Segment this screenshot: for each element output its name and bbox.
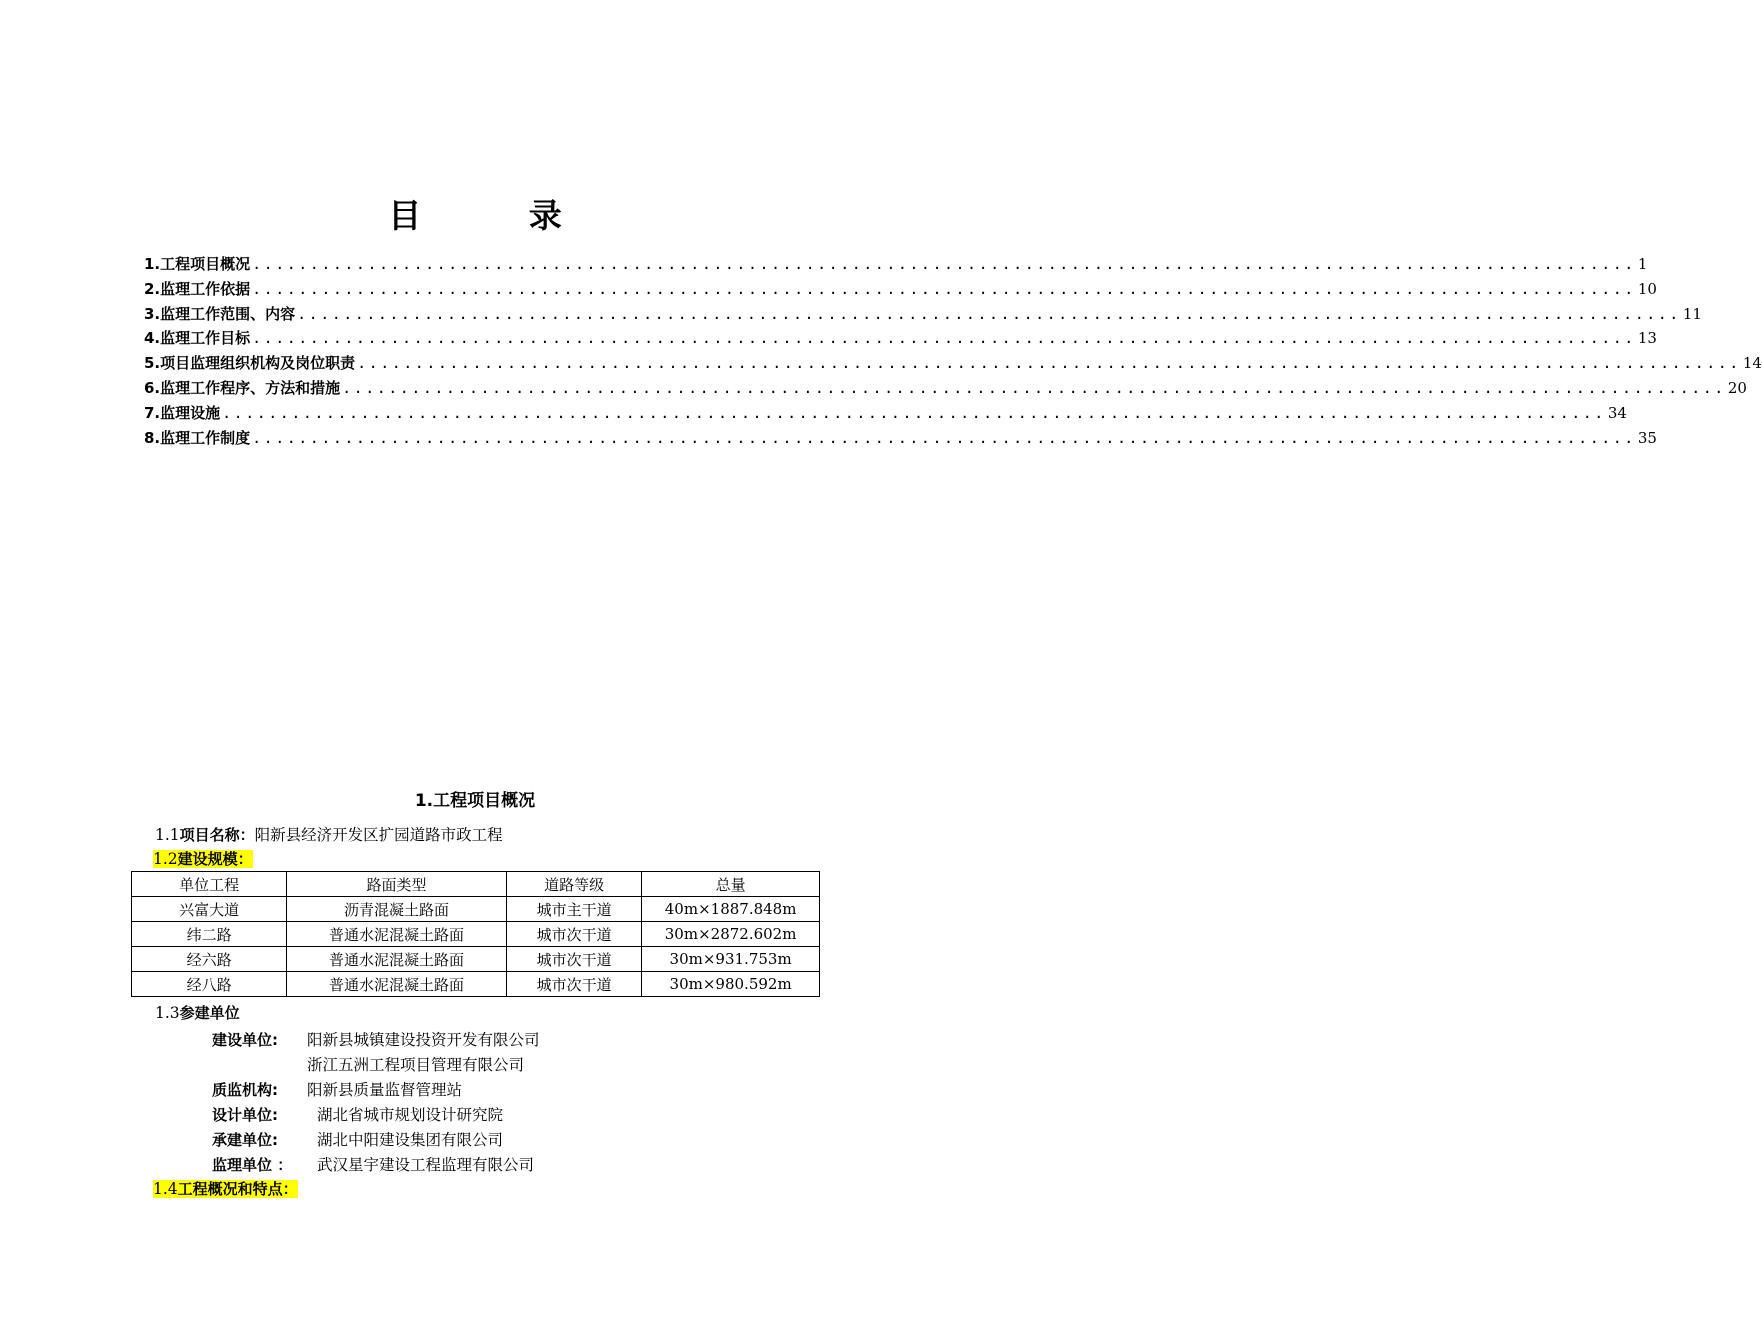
scale-heading-highlight bbox=[153, 850, 253, 868]
table-header-cell: 总量 bbox=[642, 872, 820, 897]
parties-number: 1.3 bbox=[155, 1004, 180, 1022]
party-line-management bbox=[212, 1053, 524, 1075]
table-header-cell: 单位工程 bbox=[132, 872, 287, 897]
scale-heading-line bbox=[153, 848, 253, 869]
overview-heading-line bbox=[153, 1178, 298, 1199]
party-value: 阳新县质量监督管理站 bbox=[307, 1081, 463, 1099]
section-heading: 1.工程项目概况 bbox=[414, 791, 536, 811]
toc-entry-label: 5.项目监理组织机构及岗位职责 bbox=[144, 354, 356, 373]
table-cell: 30m×2872.602m bbox=[642, 922, 820, 947]
toc-entry-label: 6.监理工作程序、方法和措施 bbox=[144, 378, 341, 397]
toc-leader-dots: ........................................................................................................................ bbox=[357, 354, 1741, 373]
parties-heading-line bbox=[155, 1002, 240, 1023]
toc-leader-dots: ........................................................................................................................ bbox=[222, 403, 1606, 422]
toc-entry-label: 8.监理工作制度 bbox=[144, 428, 251, 447]
toc-entry-label: 2.监理工作依据 bbox=[144, 279, 251, 298]
toc-entry-page: 14 bbox=[1742, 354, 1762, 373]
scale-label: 建设规模： bbox=[177, 850, 253, 868]
table-row bbox=[132, 922, 820, 947]
toc-leader-dots: ........................................................................................................................ bbox=[252, 255, 1636, 273]
toc-entry-page: 34 bbox=[1607, 403, 1627, 422]
party-label: 建设单位: bbox=[212, 1031, 278, 1049]
table-cell: 城市次干道 bbox=[506, 922, 641, 947]
table-header-cell: 道路等级 bbox=[506, 872, 641, 897]
party-line-contractor bbox=[212, 1128, 503, 1150]
toc-entry[interactable] bbox=[144, 302, 1702, 327]
party-line-supervisor bbox=[212, 1153, 534, 1175]
toc-entry[interactable] bbox=[144, 326, 1657, 351]
table-cell: 普通水泥混凝土路面 bbox=[287, 972, 507, 997]
overview-number: 1.4 bbox=[153, 1180, 178, 1198]
project-name-label: 项目名称： bbox=[179, 826, 255, 844]
toc-title: 目 录 bbox=[388, 196, 610, 235]
toc-leader-dots: ........................................................................................................................ bbox=[252, 428, 1636, 447]
toc-entry-label: 3.监理工作范围、内容 bbox=[144, 304, 296, 323]
table-cell: 30m×980.592m bbox=[642, 972, 820, 997]
table-cell: 城市次干道 bbox=[506, 972, 641, 997]
scale-number: 1.2 bbox=[153, 850, 178, 868]
toc-entry-page: 11 bbox=[1682, 304, 1702, 323]
parties-label: 参建单位 bbox=[179, 1004, 240, 1022]
toc-entry-label: 1.工程项目概况 bbox=[144, 255, 251, 273]
table-cell: 经六路 bbox=[132, 947, 287, 972]
toc-entry[interactable] bbox=[144, 351, 1762, 376]
table-row bbox=[132, 897, 820, 922]
table-row bbox=[132, 972, 820, 997]
party-value: 阳新县城镇建设投资开发有限公司 bbox=[307, 1031, 540, 1049]
table-cell: 普通水泥混凝土路面 bbox=[287, 922, 507, 947]
toc-entry[interactable] bbox=[144, 277, 1657, 302]
table-header-cell: 路面类型 bbox=[287, 872, 507, 897]
toc-entry-page: 13 bbox=[1637, 329, 1657, 348]
party-value: 湖北中阳建设集团有限公司 bbox=[317, 1131, 504, 1149]
party-label: 设计单位: bbox=[212, 1106, 278, 1124]
toc-leader-dots: ........................................................................................................................ bbox=[252, 279, 1636, 298]
table-of-contents bbox=[144, 252, 1762, 450]
toc-entry-label: 7.监理设施 bbox=[144, 403, 221, 422]
overview-heading-highlight bbox=[153, 1180, 298, 1198]
project-name-value: 阳新县经济开发区扩园道路市政工程 bbox=[254, 826, 503, 844]
toc-entry-page: 10 bbox=[1637, 279, 1657, 298]
table-cell: 兴富大道 bbox=[132, 897, 287, 922]
construction-scale-table bbox=[131, 871, 820, 997]
table-cell: 经八路 bbox=[132, 972, 287, 997]
toc-leader-dots: ........................................................................................................................ bbox=[297, 304, 1681, 323]
table-cell: 纬二路 bbox=[132, 922, 287, 947]
toc-entry-page: 1 bbox=[1637, 255, 1648, 273]
toc-entry[interactable] bbox=[144, 401, 1627, 426]
party-value: 浙江五洲工程项目管理有限公司 bbox=[307, 1056, 525, 1074]
party-line-construction bbox=[212, 1028, 540, 1050]
party-label: 承建单位: bbox=[212, 1131, 278, 1149]
project-name-number: 1.1 bbox=[155, 826, 180, 844]
party-value: 武汉星宇建设工程监理有限公司 bbox=[317, 1156, 535, 1174]
party-value: 湖北省城市规划设计研究院 bbox=[317, 1106, 504, 1124]
project-name-line bbox=[155, 823, 503, 845]
toc-entry-label: 4.监理工作目标 bbox=[144, 329, 251, 348]
table-cell: 30m×931.753m bbox=[642, 947, 820, 972]
table-header-row bbox=[132, 872, 820, 897]
party-line-quality bbox=[212, 1078, 462, 1100]
toc-leader-dots: ........................................................................................................................ bbox=[252, 329, 1636, 348]
party-label: 质监机构: bbox=[212, 1081, 278, 1099]
table-cell: 普通水泥混凝土路面 bbox=[287, 947, 507, 972]
table-cell: 城市次干道 bbox=[506, 947, 641, 972]
table-cell: 城市主干道 bbox=[506, 897, 641, 922]
party-label: 监理单位 ： bbox=[212, 1156, 293, 1174]
table-cell: 沥青混凝土路面 bbox=[287, 897, 507, 922]
toc-entry-page: 20 bbox=[1727, 378, 1747, 397]
toc-entry[interactable] bbox=[144, 252, 1648, 277]
toc-entry[interactable] bbox=[144, 376, 1747, 401]
table-row bbox=[132, 947, 820, 972]
toc-leader-dots: ........................................................................................................................ bbox=[342, 378, 1726, 397]
party-line-design bbox=[212, 1103, 503, 1125]
table-cell: 40m×1887.848m bbox=[642, 897, 820, 922]
overview-label: 工程概况和特点： bbox=[177, 1180, 298, 1198]
toc-entry-page: 35 bbox=[1637, 428, 1657, 447]
toc-entry[interactable] bbox=[144, 426, 1657, 451]
